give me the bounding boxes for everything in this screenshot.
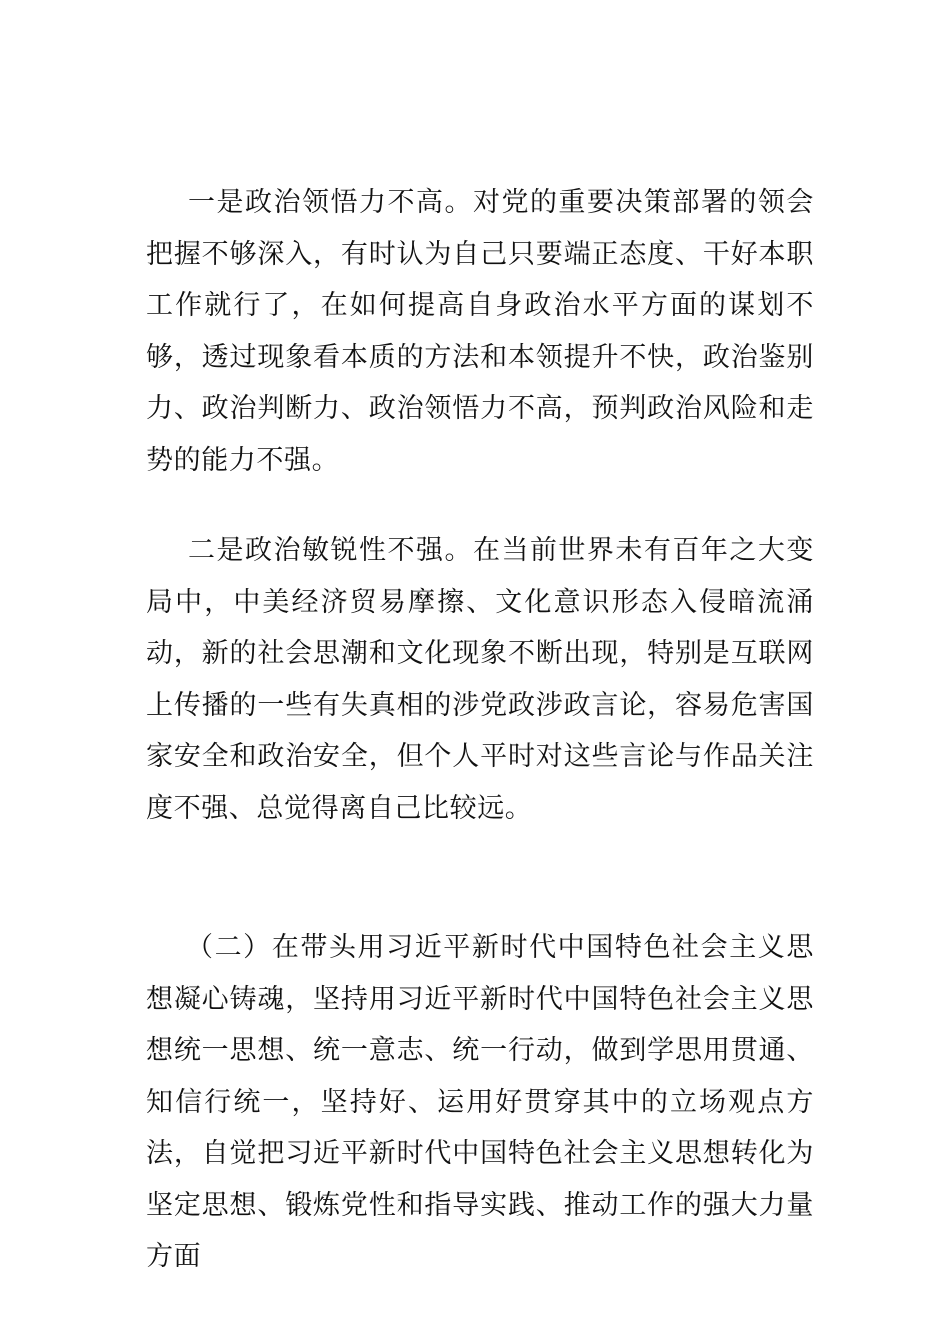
paragraph-political-understanding: 一是政治领悟力不高。对党的重要决策部署的领会把握不够深入，有时认为自己只要端正态度、干好本职工作就行了，在如何提高自身政治水平方面的谋划不够，透过现象看本质的方法和本领提升不快，政治鉴别力、政治判断力、政治领悟力不高，预判政治风险和走势的能力不强。 <box>146 187 814 476</box>
paragraph-political-sensitivity: 二是政治敏锐性不强。在当前世界未有百年之大变局中，中美经济贸易摩擦、文化意识形态入侵暗流涌动，新的社会思潮和文化现象不断出现，特别是互联网上传播的一些有失真相的涉党政涉政言论，容易危害国家安全和政治安全，但个人平时对这些言论与作品关注度不强、总觉得离自己比较远。 <box>146 535 814 824</box>
paragraph-section-two-heading: （二）在带头用习近平新时代中国特色社会主义思想凝心铸魂，坚持用习近平新时代中国特色社会主义思想统一思想、统一意志、统一行动，做到学思用贯通、知信行统一，坚持好、运用好贯穿其中的立场观点方法，自觉把习近平新时代中国特色社会主义思想转化为坚定思想、锻炼党性和指导实践、推动工作的强大力量方面 <box>146 932 814 1272</box>
